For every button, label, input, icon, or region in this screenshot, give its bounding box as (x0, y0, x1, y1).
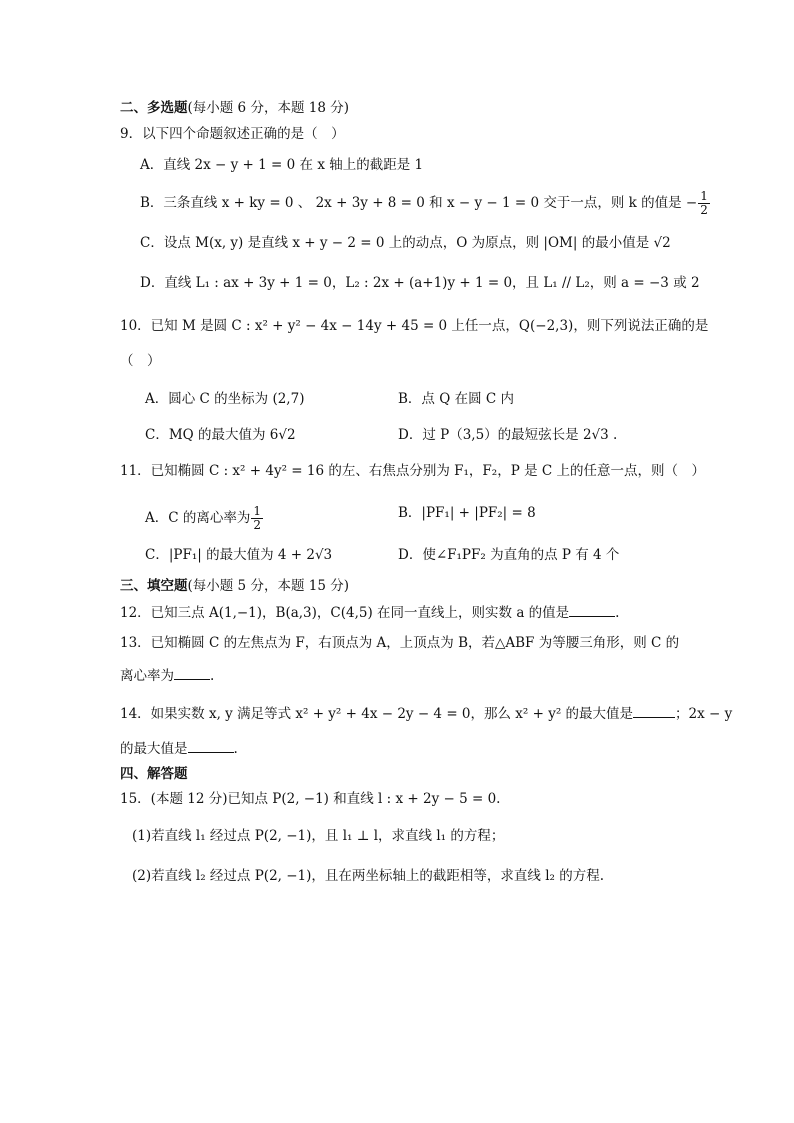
q11-a-denominator: 2 (253, 518, 262, 532)
q15-part-2: (2)若直线 l₂ 经过点 P(2, −1)，且在两坐标轴上的截距相等，求直线 l₂ 的方程. (132, 868, 605, 884)
q11-option-b: B．|PF₁| + |PF₂| = 8 (398, 505, 536, 521)
q14-line-1 (120, 703, 732, 724)
q9-option-b-text: B．三条直线 x + ky = 0 、 2x + 3y + 8 = 0 和 x − y − 1 = 0 交于一点，则 k 的值是 − (140, 195, 698, 211)
q11-a-numerator: 1 (253, 504, 262, 518)
q10-option-d: D．过 P（3,5）的最短弦长是 2√3 . (398, 427, 618, 443)
q11-option-a (145, 505, 264, 532)
q11-stem: 11．已知椭圆 C : x² + 4y² = 16 的左、右焦点分别为 F₁，F₂，P 是 C 上的任意一点，则（ ） (120, 463, 705, 479)
q15-stem: 15．(本题 12 分)已知点 P(2, −1) 和直线 l : x + 2y − 5 = 0. (120, 791, 501, 807)
q10-option-a: A．圆心 C 的坐标为 (2,7) (145, 391, 305, 407)
q12-answer-blank[interactable] (569, 602, 615, 617)
section-4-title: 四、解答题 (120, 766, 188, 782)
q12-text: 12．已知三点 A(1,−1)，B(a,3)，C(4,5) 在同一直线上，则实数 a 的值是 (120, 605, 570, 621)
q9-stem: 9．以下四个命题叙述正确的是（ ） (120, 126, 345, 142)
q9-b-numerator: 1 (700, 189, 708, 203)
section-3-heading (120, 576, 349, 596)
q9-option-d: D．直线 L₁ : ax + 3y + 1 = 0，L₂ : 2x + (a+1)y + 1 = 0，且 L₁ // L₂，则 a = −3 或 2 (140, 275, 700, 291)
section-2-heading (120, 98, 349, 118)
q10-option-b: B．点 Q 在圆 C 内 (398, 391, 514, 407)
q13-line-1: 13．已知椭圆 C 的左焦点为 F，右顶点为 A，上顶点为 B，若△ABF 为等腰三角形，则 C 的 (120, 635, 680, 651)
q13-text: 离心率为 (120, 668, 174, 684)
q10-paren: （ ） (120, 353, 161, 369)
q14-text-1: 14．如果实数 x, y 满足等式 x² + y² + 4x − 2y − 4 = 0，那么 x² + y² 的最大值是 (120, 706, 634, 722)
q11-option-a-fraction (251, 505, 263, 532)
q14-text-2: ；2x − y (675, 706, 733, 722)
q11-option-c: C．|PF₁| 的最大值为 4 + 2√3 (145, 547, 333, 563)
q9-option-b (140, 190, 711, 217)
q15-part-1: (1)若直线 l₁ 经过点 P(2, −1)，且 l₁ ⊥ l，求直线 l₁ 的方程； (132, 828, 505, 844)
section-2-title: 二、多选题 (120, 100, 188, 116)
q13-answer-blank[interactable] (174, 665, 210, 680)
q14-answer-blank-2[interactable] (188, 738, 234, 753)
q14-line-2: 的最大值是 . (120, 738, 238, 759)
q9-b-denominator: 2 (700, 203, 708, 217)
q9-option-b-fraction (698, 190, 710, 217)
q12: 12．已知三点 A(1,−1)，B(a,3)，C(4,5) 在同一直线上，则实数 a 的值是 . (120, 602, 619, 623)
q14-answer-blank-1[interactable] (633, 703, 675, 718)
q11-option-a-text: A．C 的离心率为 (145, 510, 251, 526)
q14-text-3: 的最大值是 (120, 741, 188, 757)
section-3-title: 三、填空题 (120, 578, 188, 594)
q9-option-a: A．直线 2x − y + 1 = 0 在 x 轴上的截距是 1 (140, 157, 424, 173)
section-2-note: (每小题 6 分，本题 18 分) (187, 100, 349, 116)
q10-option-c: C．MQ 的最大值为 6√2 (145, 427, 296, 443)
q13-line-2: 离心率为 . (120, 665, 214, 686)
section-3-note: (每小题 5 分，本题 15 分) (187, 578, 349, 594)
q11-option-d: D．使∠F₁PF₂ 为直角的点 P 有 4 个 (398, 547, 620, 563)
q9-option-c: C．设点 M(x, y) 是直线 x + y − 2 = 0 上的动点，O 为原点，则 |OM| 的最小值是 √2 (140, 235, 671, 251)
q10-stem: 10．已知 M 是圆 C : x² + y² − 4x − 14y + 45 = 0 上任一点，Q(−2,3)，则下列说法正确的是 (120, 318, 709, 334)
